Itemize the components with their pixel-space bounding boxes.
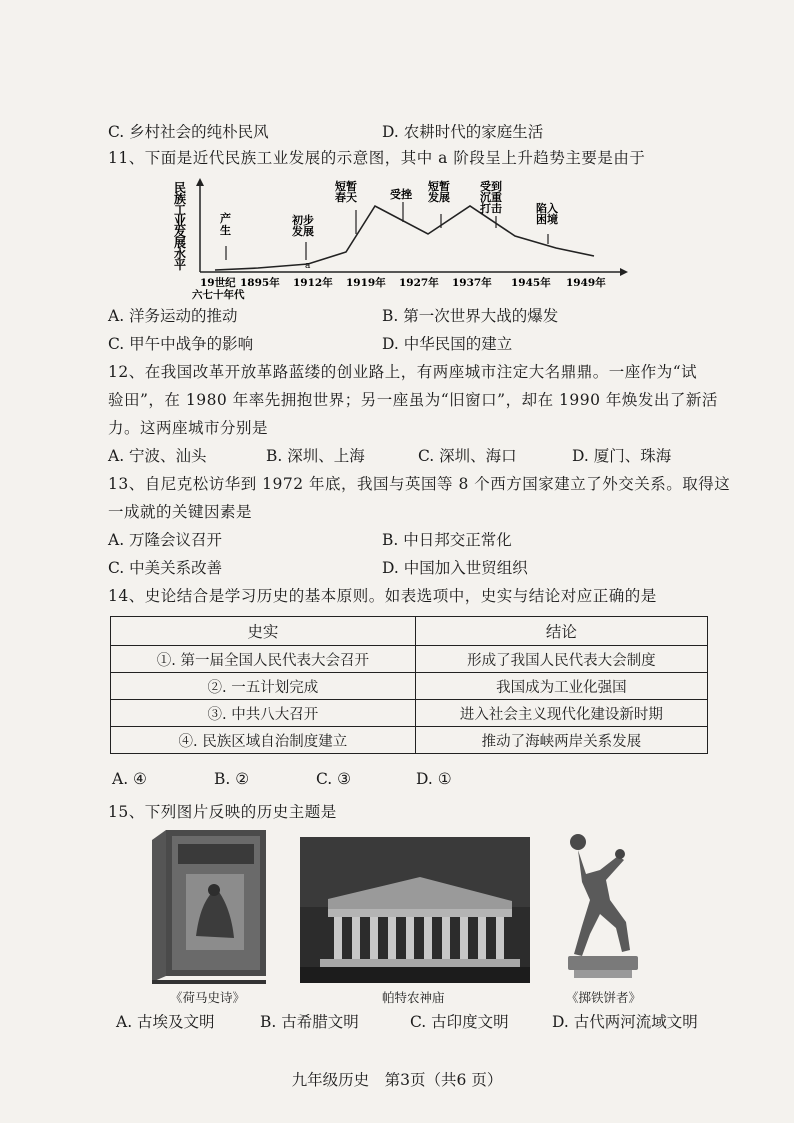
table-cell: ③. 中共八大召开 (111, 700, 416, 727)
q11-option-b[interactable]: B. 第一次世界大战的爆发 (382, 307, 559, 325)
q14-option-c[interactable]: C. ③ (316, 770, 352, 788)
table-cell: 我国成为工业化强国 (415, 673, 707, 700)
q12-stem-line3: 力。这两座城市分别是 (108, 419, 269, 437)
q13-option-c[interactable]: C. 中美关系改善 (108, 559, 223, 577)
q13-option-b[interactable]: B. 中日邦交正常化 (382, 531, 512, 549)
x-tick-label: 19世纪 (200, 277, 236, 289)
q14-option-b[interactable]: B. ② (214, 770, 250, 788)
table-row (111, 646, 708, 673)
q13-option-d[interactable]: D. 中国加入世贸组织 (382, 559, 528, 577)
table-cell: ②. 一五计划完成 (111, 673, 416, 700)
q11-option-d[interactable]: D. 中华民国的建立 (382, 335, 513, 353)
q11-stem: 11、下面是近代民族工业发展的示意图，其中 a 阶段呈上升趋势主要是由于 (108, 149, 646, 167)
stage-label: 受挫 (390, 188, 412, 201)
x-tick-label: 1895年 (240, 277, 280, 289)
q12-option-c[interactable]: C. 深圳、海口 (418, 447, 517, 465)
table-cell: ①. 第一届全国人民代表大会召开 (111, 646, 416, 673)
q11-option-c[interactable]: C. 甲午中战争的影响 (108, 335, 254, 353)
x-tick-label: 1945年 (511, 277, 551, 289)
q12-option-d[interactable]: D. 厦门、珠海 (572, 447, 672, 465)
table-header: 史实 (111, 617, 416, 646)
homer-epics-book-image (148, 826, 270, 984)
q12-stem-line2: 验田”，在 1980 年率先拥抱世界；另一座虽为“旧窗口”，却在 1990 年焕发出了新活 (108, 391, 718, 409)
stage-label: 陷入困境 (536, 202, 558, 226)
q12-stem-line1: 12、在我国改革开放革路蓝缕的创业路上，有两座城市注定大名鼎鼎。一座作为“试 (108, 363, 698, 381)
x-tick-label: 1912年 (293, 277, 333, 289)
q13-option-a[interactable]: A. 万隆会议召开 (108, 531, 223, 549)
q13-stem-line2: 一成就的关键因素是 (108, 503, 253, 521)
page-footer: 九年级历史 第3页（共6 页） (291, 1071, 503, 1089)
facts-conclusions-table (110, 616, 708, 754)
stage-label: 初步发展 (292, 214, 314, 238)
q15-option-d[interactable]: D. 古代两河流域文明 (552, 1013, 698, 1031)
table-header: 结论 (415, 617, 707, 646)
x-tick-sublabel: 六七十年代 (192, 289, 245, 300)
q15-option-c[interactable]: C. 古印度文明 (410, 1013, 509, 1031)
discobolus-caption: 《掷铁饼者》 (566, 990, 642, 1005)
industry-development-chart (170, 176, 630, 300)
q13-stem-line1: 13、自尼克松访华到 1972 年底，我国与英国等 8 个西方国家建立了外交关系。取得这 (108, 475, 731, 493)
chart-ylabel: 民族工业发展水平 (174, 181, 187, 272)
q10-option-c[interactable]: C. 乡村社会的纯朴民风 (108, 123, 269, 141)
q11-option-a[interactable]: A. 洋务运动的推动 (108, 307, 238, 325)
q12-option-b[interactable]: B. 深圳、上海 (266, 447, 365, 465)
stage-label: 受到沉重打击 (480, 180, 502, 215)
discobolus-statue-image (560, 830, 646, 982)
q15-option-a[interactable]: A. 古埃及文明 (116, 1013, 215, 1031)
parthenon-caption: 帕特农神庙 (382, 990, 445, 1005)
table-row (111, 727, 708, 754)
x-tick-label: 1927年 (399, 277, 439, 289)
x-tick-label: 1937年 (452, 277, 492, 289)
homer-caption: 《荷马史诗》 (170, 990, 246, 1005)
q14-option-d[interactable]: D. ① (416, 770, 452, 788)
x-tick-label: 1919年 (346, 277, 386, 289)
stage-label: 产生 (220, 212, 231, 237)
q15-stem: 15、下列图片反映的历史主题是 (108, 803, 337, 821)
table-cell: 形成了我国人民代表大会制度 (415, 646, 707, 673)
table-cell: 推动了海峡两岸关系发展 (415, 727, 707, 754)
point-a-label: a (305, 261, 311, 271)
table-cell: 进入社会主义现代化建设新时期 (415, 700, 707, 727)
x-tick-label: 1949年 (566, 277, 606, 289)
q14-stem: 14、史论结合是学习历史的基本原则。如表选项中，史实与结论对应正确的是 (108, 587, 657, 605)
table-row (111, 700, 708, 727)
q12-option-a[interactable]: A. 宁波、汕头 (108, 447, 207, 465)
table-cell: ④. 民族区域自治制度建立 (111, 727, 416, 754)
stage-label: 短暂发展 (428, 180, 450, 204)
q15-option-b[interactable]: B. 古希腊文明 (260, 1013, 359, 1031)
q14-option-a[interactable]: A. ④ (112, 770, 147, 788)
stage-label: 短暂春天 (335, 180, 357, 204)
parthenon-image (300, 837, 530, 983)
q10-option-d[interactable]: D. 农耕时代的家庭生活 (382, 123, 544, 141)
table-row (111, 673, 708, 700)
